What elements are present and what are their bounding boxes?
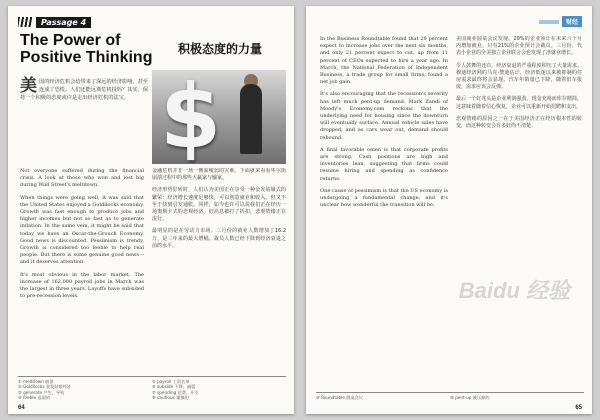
dollar-sign-icon: $ [160, 70, 222, 164]
paragraph: Not everyone suffered during the financial crisis. A look at those who won and lost big during Wall Street's meltdown. [20, 168, 144, 189]
paragraph: A final favorable omen is that corporate profits are strong. Cash positions are high and inventories lean, suggesting that firms could resume hiring and spending as confidence returns. [320, 146, 448, 182]
note: ① meltdown 崩溃 [18, 379, 54, 384]
passage-tag [18, 16, 104, 28]
section-label: 财经 [562, 16, 582, 27]
paragraph: 最后一个好兆头是企业利润强劲。现金充裕而库存精简，这意味着随着信心恢复，企业可以重新开始招聘和支出。 [456, 96, 582, 110]
note: ⑨ Roundtable 圆桌会议 [316, 395, 364, 400]
paragraph: 悲观情绪的原因之一在于美国经济正在经历根本性的转变，而这种转变会有多好尚不清楚。 [456, 115, 582, 130]
vocabulary-notes [316, 392, 584, 406]
left-page [8, 6, 294, 414]
note: ⑥ subside 下降，减弱 [152, 384, 196, 390]
right-chinese-column [456, 36, 582, 392]
note: ② Goldilocks 金发姑娘经济 [18, 384, 71, 390]
note: ⑦ spending 花费，开支 [152, 389, 199, 395]
section-tag [539, 16, 582, 27]
paragraph: It's also encouraging that the recession's severity has left much pent-up demand. Mark Zandi of Moody's Economy.com reckons that the underlying need for housing since the downturn will eventually surface. Annual vehicle sales have dropped, and as cars wear out, demand should rebound. [320, 91, 448, 141]
watermark: Baidu 经验 [458, 278, 570, 303]
dollar-photo [152, 70, 286, 164]
left-english-column [20, 168, 144, 376]
note: ③ generate 产生，导致 [18, 389, 65, 395]
man-figure [240, 84, 262, 154]
page-number: 64 [18, 405, 25, 411]
paragraph: When things were going well, it was said that the United States enjoyed a Goldilocks economy. Growth was fast enough to produce jobs and higher incomes but not so fast as to generate inflation. In the same vein, it might be said that today we have an Oscar-the-Grouch Economy. Good news is discounted. Pessimism is trendy. Growth is considered too feeble to help real people. But there is some genuine good news—and it deserves attention. [20, 194, 144, 266]
article-title-zh: 积极态度的力量 [178, 42, 263, 56]
right-page [306, 6, 592, 414]
paragraph: In the Business Roundtable found that 29 percent expect to increase jobs over the next six months, and only 21 percent expect to cut, up from 11 percent of CEOs expected to hire a year ago. In March, the National Federation of Independent Business, a trade group for small firms, found a net job gain. [320, 36, 448, 86]
intro-dropcap: 美 [20, 76, 37, 96]
intro-text: 国的经济危机会给带来了深远的经济影响，甚至连成了恐慌。人们还能远离危机投吗？其实，保持一个积极的态度或许是走出经济危机的法宝。 [20, 79, 148, 101]
page-number: 65 [575, 405, 582, 411]
note: ④ feeble 虚弱的 [18, 395, 51, 401]
paragraph: 最明显的是在劳动力市场。三月份的就业人数增加了16.2万，是三年来的最大增幅。裁员人数已经下降到经济衰退之前的水平。 [152, 228, 286, 249]
paragraph: 经济形势好转时，人们认为美国正在享受一种金发姑娘式的繁荣：经济增长速度足够快，可以创造就业和收入，但又不至于快到引发通胀。同样，如今也许可以说我们正在经历一场奥斯卡式的悲观经济。好消息被打了折扣，悲观情绪正在流行。 [152, 187, 286, 223]
right-english-column [320, 36, 448, 392]
note: ⑤ payroll 工资名单 [152, 379, 190, 384]
note: ⑧ cautious 谨慎的 [152, 395, 189, 401]
section-bar [539, 20, 559, 24]
article-title-en: The Power of Positive Thinking [20, 32, 153, 66]
paragraph: 金融危机并非一场一例面瘦弱的灾难。下面就来看看华尔街崩溃过程中的那些大赢家与输家。 [152, 168, 286, 182]
left-chinese-column [152, 168, 286, 376]
vocabulary-notes [18, 376, 286, 402]
notes-column [18, 379, 152, 402]
stripes-icon [18, 17, 32, 27]
intro-paragraph [20, 78, 148, 102]
paragraph: 令人鼓舞的还有，经济衰退的严重程度积压了大量需求。穆迪经济网的马克·赞迪估计，经济低迷以来被抑制的住房需求最终将会显现。汽车年销量已下降，随着旧车报废，需求应该会反弹。 [456, 62, 582, 91]
paragraph: It's most obvious in the labor market. The increase of 162,000 payroll jobs in March was the largest in three years. Layoffs have subsided to pre-recession levels. [20, 271, 144, 300]
passage-label: Passage 4 [36, 17, 91, 28]
note: ⑩ pent-up 被压抑的 [450, 395, 490, 400]
notes-column [152, 379, 286, 402]
paragraph: 美国商业圆桌会议发现，29%的企业预计在未来六个月内增加就业，只有21%的企业预计会裁员。三月份，代表小企业的全美独立企业联合会也发现了净就业增长。 [456, 36, 582, 57]
paragraph: One cause of pessimism is that the US economy is undergoing a fundamental change, and it's unclear how wonderful the transition will be. [320, 187, 448, 209]
